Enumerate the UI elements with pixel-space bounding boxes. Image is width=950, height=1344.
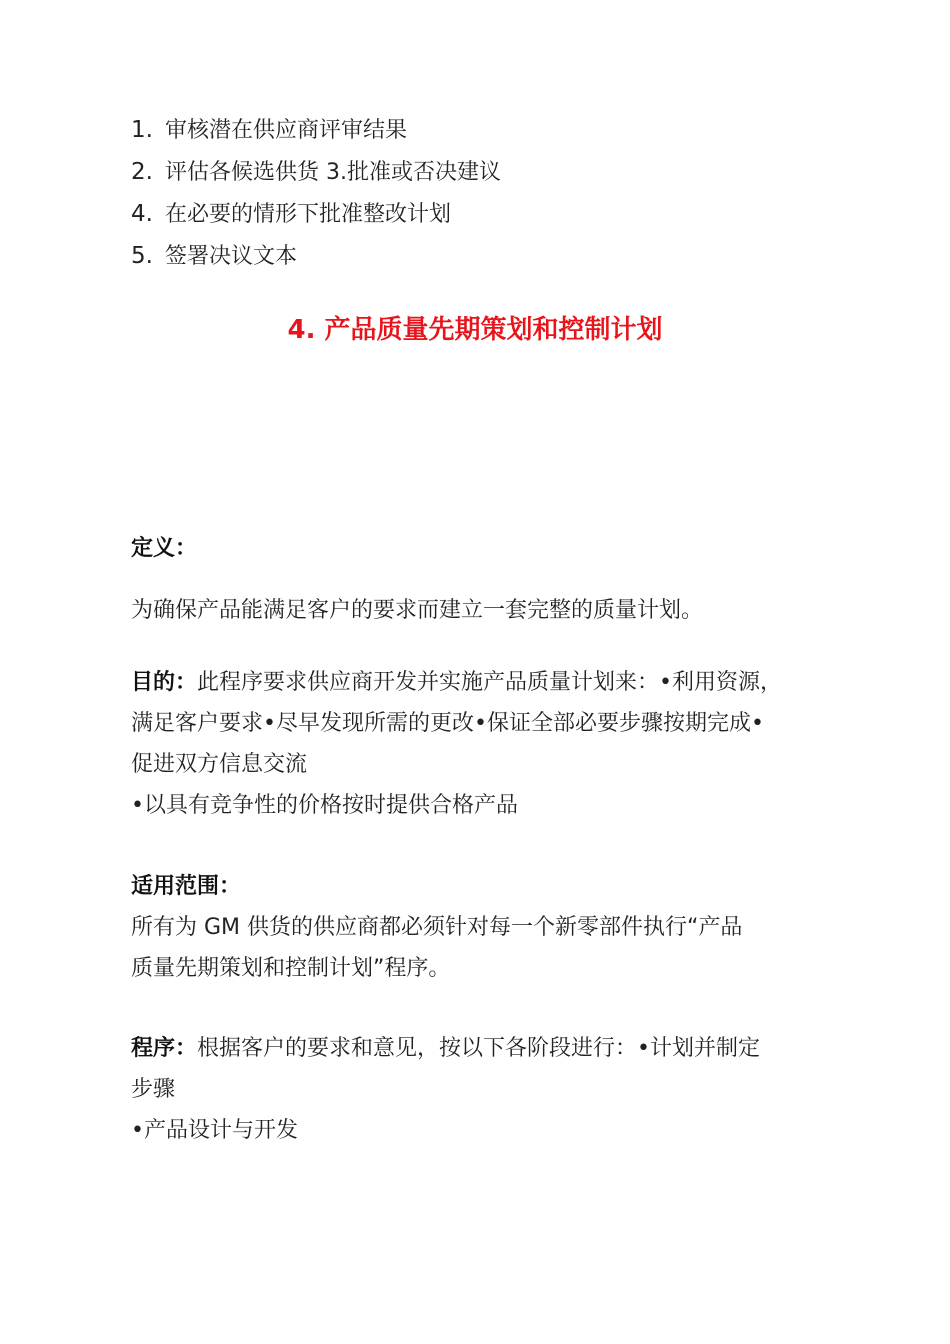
purpose-line: 促进双方信息交流: [131, 752, 308, 777]
list-number: 4.: [131, 201, 153, 227]
section-title: 4. 产品质量先期策划和控制计划: [287, 315, 663, 345]
procedure-line: 步骤: [131, 1077, 176, 1102]
list-item: [131, 112, 501, 154]
definition-label: [131, 528, 831, 569]
scope-paragraph: [131, 866, 831, 989]
procedure-paragraph: [131, 1028, 831, 1151]
list-text: 在必要的情形下批准整改计划: [165, 202, 452, 227]
procedure-line: •产品设计与开发: [131, 1118, 298, 1143]
list-item: [131, 196, 501, 238]
list-number: 2.: [131, 159, 153, 185]
list-number: 1.: [131, 117, 153, 143]
scope-line: 所有为 GM 供货的供应商都必须针对每一个新零部件执行“产品: [131, 915, 743, 940]
definition-text: 为确保产品能满足客户的要求而建立一套完整的质量计划。: [131, 598, 704, 623]
purpose-label: 目的：: [131, 670, 198, 695]
scope-line: 质量先期策划和控制计划”程序。: [131, 956, 451, 981]
purpose-line: [131, 662, 831, 703]
purpose-paragraph: [131, 662, 831, 826]
purpose-line: •以具有竞争性的价格按时提供合格产品: [131, 793, 518, 818]
list-text: 评估各候选供货 3.批准或否决建议: [165, 160, 501, 185]
procedure-label: 程序：: [131, 1036, 198, 1061]
approval-steps-list: [131, 112, 501, 280]
list-text: 签署决议文本: [165, 244, 298, 269]
procedure-line: [131, 1028, 831, 1069]
list-text: 审核潜在供应商评审结果: [165, 118, 408, 143]
list-item: [131, 154, 501, 196]
list-number: 5.: [131, 243, 153, 269]
purpose-line-text: 此程序要求供应商开发并实施产品质量计划来：•利用资源，: [197, 670, 782, 695]
procedure-line-text: 根据客户的要求和意见，按以下各阶段进行：•计划并制定: [197, 1036, 760, 1061]
scope-label: 适用范围：: [131, 874, 242, 899]
list-item: [131, 238, 501, 280]
definition-label-text: 定义：: [131, 536, 198, 561]
purpose-line: 满足客户要求•尽早发现所需的更改•保证全部必要步骤按期完成•: [131, 711, 764, 736]
